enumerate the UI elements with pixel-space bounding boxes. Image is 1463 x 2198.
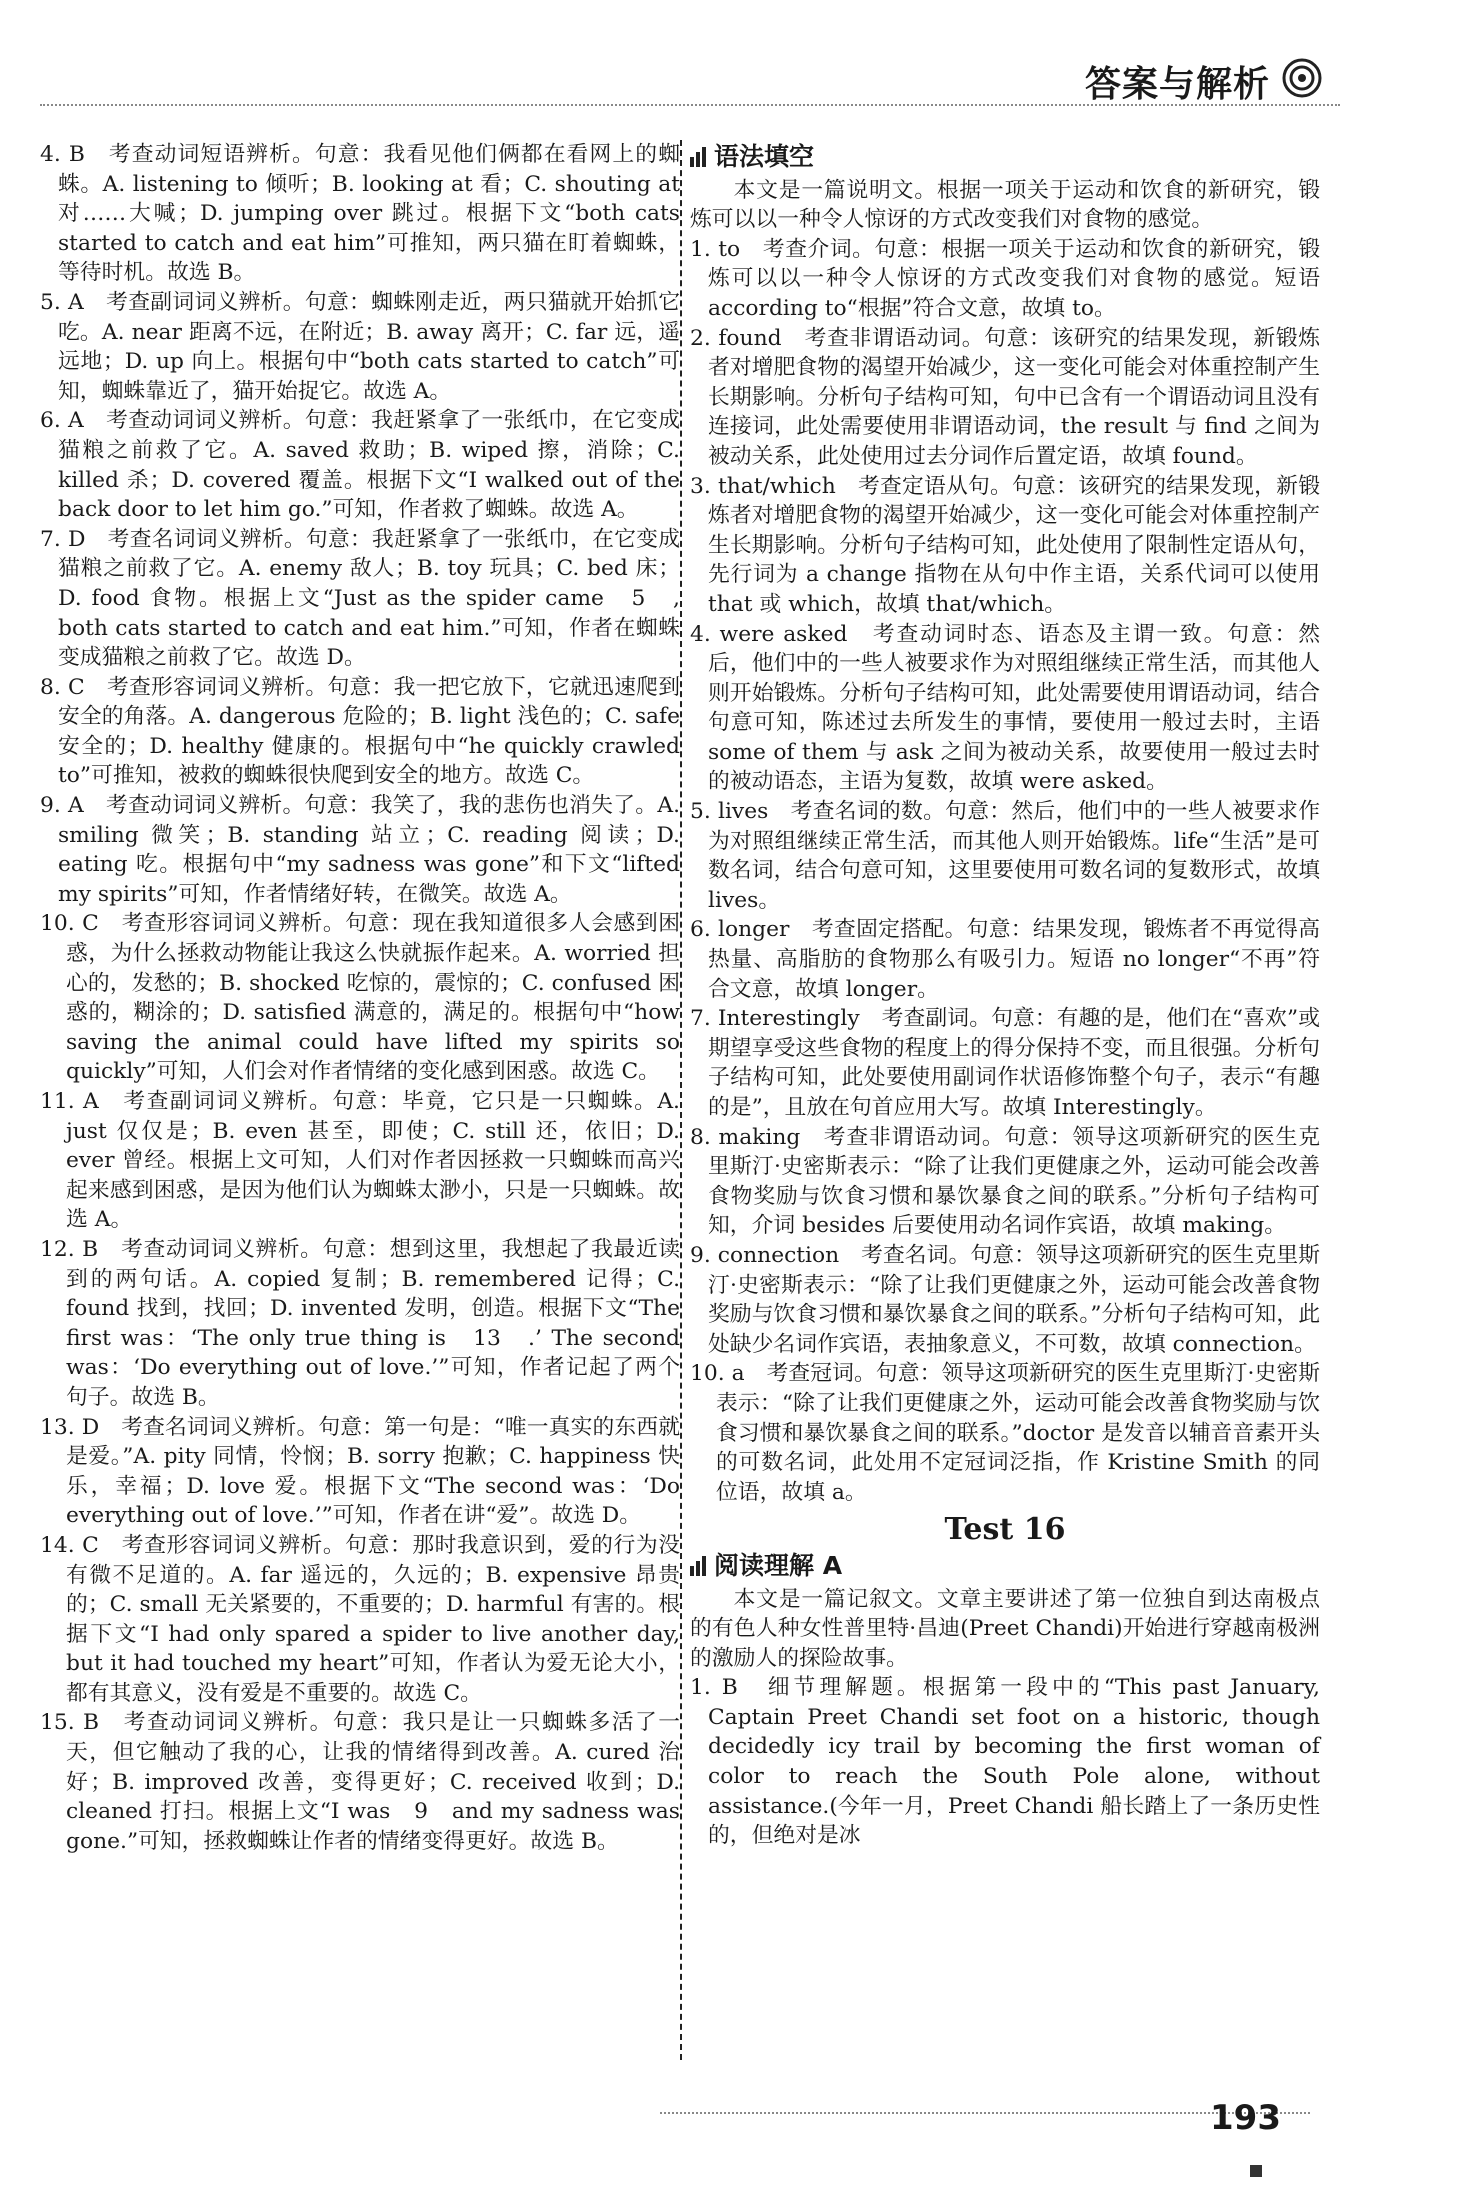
answer-item: 9. A 考查动词词义辨析。句意：我笑了，我的悲伤也消失了。A. smiling 微笑；B. standing 站立；C. reading 阅读；D. eating 吃。根据句中“my sadness was gone”和下文“lifted my spirits”可知，作者情绪好转，在微笑。故选 A。 <box>40 793 680 907</box>
grammar-item: 7. Interestingly 考查副词。句意：有趣的是，他们在“喜欢”或期望享受这些食物的程度上的得分保持不变，而且很强。分析句子结构可知，此处要使用副词作状语修饰整个句子，表示“有趣的是”，且放在句首应用大写。故填 Interestingly。 <box>690 1006 1320 1120</box>
answer-item: 12. B 考查动词词义辨析。句意：想到这里，我想起了我最近读到的两句话。A. copied 复制；B. remembered 记得；C. found 找到，找回；D. invented 发明，创造。根据下文“The first was：‘The only true thing is 13 .’ The second was：‘Do everything out of love.’”可知，作者记起了两个句子。故选 B。 <box>40 1236 680 1410</box>
answer-item: 4. B 考查动词短语辨析。句意：我看见他们俩都在看网上的蜘蛛。A. listening to 倾听；B. looking at 看；C. shouting at 对……大喊；D. jumping over 跳过。根据下文“both cats started to catch and eat him”可推知，两只猫在盯着蜘蛛，等待时机。故选 B。 <box>40 142 680 286</box>
answer-item: 15. B 考查动词词义辨析。句意：我只是让一只蜘蛛多活了一天，但它触动了我的心，让我的情绪得到改善。A. cured 治好；B. improved 改善，变得更好；C. received 收到；D. cleaned 打扫。根据上文“I was 9 and my sadness was gone.”可知，拯救蜘蛛让作者的情绪变得更好。故选 B。 <box>40 1710 680 1854</box>
corner-mark <box>1250 2165 1262 2177</box>
reading-title: 阅读理解 A <box>714 1550 843 1580</box>
grammar-item: 10. a 考查冠词。句意：领导这项新研究的医生克里斯汀·史密斯表示：“除了让我们更健康之外，运动可能会改善食物奖励与饮食习惯和暴饮暴食之间的联系。”doctor 是发音以辅音音素开头的可数名词，此处用不定冠词泛指，作 Kristine Smith 的同位语，故填 a。 <box>690 1361 1320 1505</box>
left-column <box>40 140 680 1856</box>
answer-item: 13. D 考查名词词义辨析。句意：第一句是：“唯一真实的东西就是爱。”A. pity 同情，怜悯；B. sorry 抱歉；C. happiness 快乐，幸福；D. love 爱。根据下文“The second was：‘Do everything out of love.’”可知，作者在讲“爱”。故选 D。 <box>40 1414 680 1529</box>
answer-item: 6. A 考查动词词义辨析。句意：我赶紧拿了一张纸巾，在它变成猫粮之前救了它。A. saved 救助；B. wiped 擦，消除；C. killed 杀；D. covered 覆盖。根据下文“I walked out of the back door to let him go.”可知，作者救了蜘蛛。故选 A。 <box>40 408 680 523</box>
grammar-item: 8. making 考查非谓语动词。句意：领导这项新研究的医生克里斯汀·史密斯表示：“除了让我们更健康之外，运动可能会改善食物奖励与饮食习惯和暴饮暴食之间的联系。”分析句子结构可知，介词 besides 后要使用动名词作宾语，故填 making。 <box>690 1124 1320 1239</box>
grammar-item: 1. to 考查介词。句意：根据一项关于运动和饮食的新研究，锻炼可以以一种令人惊讶的方式改变我们对食物的感觉。短语 according to“根据”符合文意，故填 to。 <box>690 236 1320 321</box>
column-divider <box>680 140 682 2060</box>
answer-item: 10. C 考查形容词词义辨析。句意：现在我知道很多人会感到困惑，为什么拯救动物能让我这么快就振作起来。A. worried 担心的，发愁的；B. shocked 吃惊的，震惊的；C. confused 困惑的，糊涂的；D. satisfied 满意的，满足的。根据句中“how saving the animal could have lifted my spirits so quickly”可知，人们会对作者情绪的变化感到困惑。故选 C。 <box>40 911 680 1085</box>
answer-item: 8. C 考查形容词词义辨析。句意：我一把它放下，它就迅速爬到安全的角落。A. dangerous 危险的；B. light 浅色的；C. safe 安全的；D. healthy 健康的。根据句中“he quickly crawled to”可推知，被救的蜘蛛很快爬到安全的地方。故选 C。 <box>40 674 680 789</box>
grammar-item: 2. found 考查非谓语动词。句意：该研究的结果发现，新锻炼者对增肥食物的渴望开始减少，这一变化可能会对体重控制产生长期影响。分析句子结构可知，句中已含有一个谓语动词且没有连接词，此处需要使用非谓语动词，the result 与 find 之间为被动关系，此处使用过去分词作后置定语，故填 found。 <box>690 325 1320 469</box>
section-marker-icon <box>690 147 708 167</box>
grammar-item: 5. lives 考查名词的数。句意：然后，他们中的一些人被要求作为对照组继续正常生活，而其他人则开始锻炼。life“生活”是可数名词，结合句意可知，这里要使用可数名词的复数形式，故填 lives。 <box>690 799 1320 913</box>
grammar-item: 3. that/which 考查定语从句。句意：该研究的结果发现，新锻炼者对增肥食物的渴望开始减少，这一变化可能会对体重控制产生长期影响。分析句子结构可知，此处使用了限制性定语从句，先行词为 a change 指物在从句中作主语，关系代词可以使用 that 或 which，故填 that/which。 <box>690 473 1320 617</box>
target-icon <box>1282 58 1322 98</box>
answer-item: 14. C 考查形容词词义辨析。句意：那时我意识到，爱的行为没有微不足道的。A. far 遥远的，久远的；B. expensive 昂贵的；C. small 无关紧要的，不重要的；D. harmful 有害的。根据下文“I had only spared a spider to live another day, but it had touched my heart”可知，作者认为爱无论大小，都有其意义，没有爱是不重要的。故选 C。 <box>40 1532 680 1706</box>
grammar-title: 语法填空 <box>714 142 815 171</box>
header-title: 答案与解析 <box>1084 64 1270 105</box>
reading-section-title <box>690 1551 1320 1581</box>
answer-item: 11. A 考查副词词义辨析。句意：毕竟，它只是一只蜘蛛。A. just 仅仅是；B. even 甚至，即使；C. still 还，依旧；D. ever 曾经。根据上文可知，人们对作者因拯救一只蜘蛛而高兴起来感到困惑，是因为他们认为蜘蛛太渺小，只是一只蜘蛛。故选 A。 <box>40 1089 680 1233</box>
reading-intro: 本文是一篇记叙文。文章主要讲述了第一位独自到达南极点的有色人种女性普里特·昌迪(Preet Chandi)开始进行穿越南极洲的激励人的探险故事。 <box>690 1586 1320 1671</box>
grammar-item: 9. connection 考查名词。句意：领导这项新研究的医生克里斯汀·史密斯表示：“除了让我们更健康之外，运动可能会改善食物奖励与饮食习惯和暴饮暴食之间的联系。”分析句子结构可知，此处缺少名词作宾语，表抽象意义，不可数，故填 connection。 <box>690 1242 1320 1357</box>
grammar-item: 6. longer 考查固定搭配。句意：结果发现，锻炼者不再觉得高热量、高脂肪的食物那么有吸引力。短语 no longer“不再”符合文意，故填 longer。 <box>690 917 1320 1002</box>
grammar-item: 4. were asked 考查动词时态、语态及主谓一致。句意：然后，他们中的一些人被要求作为对照组继续正常生活，而其他人则开始锻炼。分析句子结构可知，此处需要使用谓语动词，结合句意可知，陈述过去所发生的事情，要使用一般过去时，主语 some of them 与 ask 之间为被动关系，故要使用一般过去时的被动语态，主语为复数，故填 were asked。 <box>690 621 1320 795</box>
grammar-section-title <box>690 142 1320 172</box>
page-header <box>40 56 1340 106</box>
answer-item: 7. D 考查名词词义辨析。句意：我赶紧拿了一张纸巾，在它变成猫粮之前救了它。A. enemy 敌人；B. toy 玩具；C. bed 床；D. food 食物。根据上文“Just as the spider came 5 , both cats started to catch and eat him.”可知，作者在蜘蛛变成猫粮之前救了它。故选 D。 <box>40 526 680 671</box>
section-marker-icon <box>690 1556 708 1576</box>
test-title: Test 16 <box>944 1512 1066 1548</box>
reading-item: 1. B 细节理解题。根据第一段中的“This past January, Captain Preet Chandi set foot on a historic, though decidedly icy trail by becoming the first woman of color to reach the South Pole alone, without assistance.(今年一月，Preet Chandi 船长踏上了一条历史性的，但绝对是冰 <box>690 1675 1320 1849</box>
right-column <box>690 140 1320 1851</box>
grammar-intro: 本文是一篇说明文。根据一项关于运动和饮食的新研究，锻炼可以以一种令人惊讶的方式改变我们对食物的感觉。 <box>690 177 1320 233</box>
answer-item: 5. A 考查副词词义辨析。句意：蜘蛛刚走近，两只猫就开始抓它吃。A. near 距离不远，在附近；B. away 离开；C. far 远，遥远地；D. up 向上。根据句中“both cats started to catch”可知，蜘蛛靠近了，猫开始捉它。故选 A。 <box>40 289 680 404</box>
page-number: 193 <box>1210 2098 1281 2138</box>
